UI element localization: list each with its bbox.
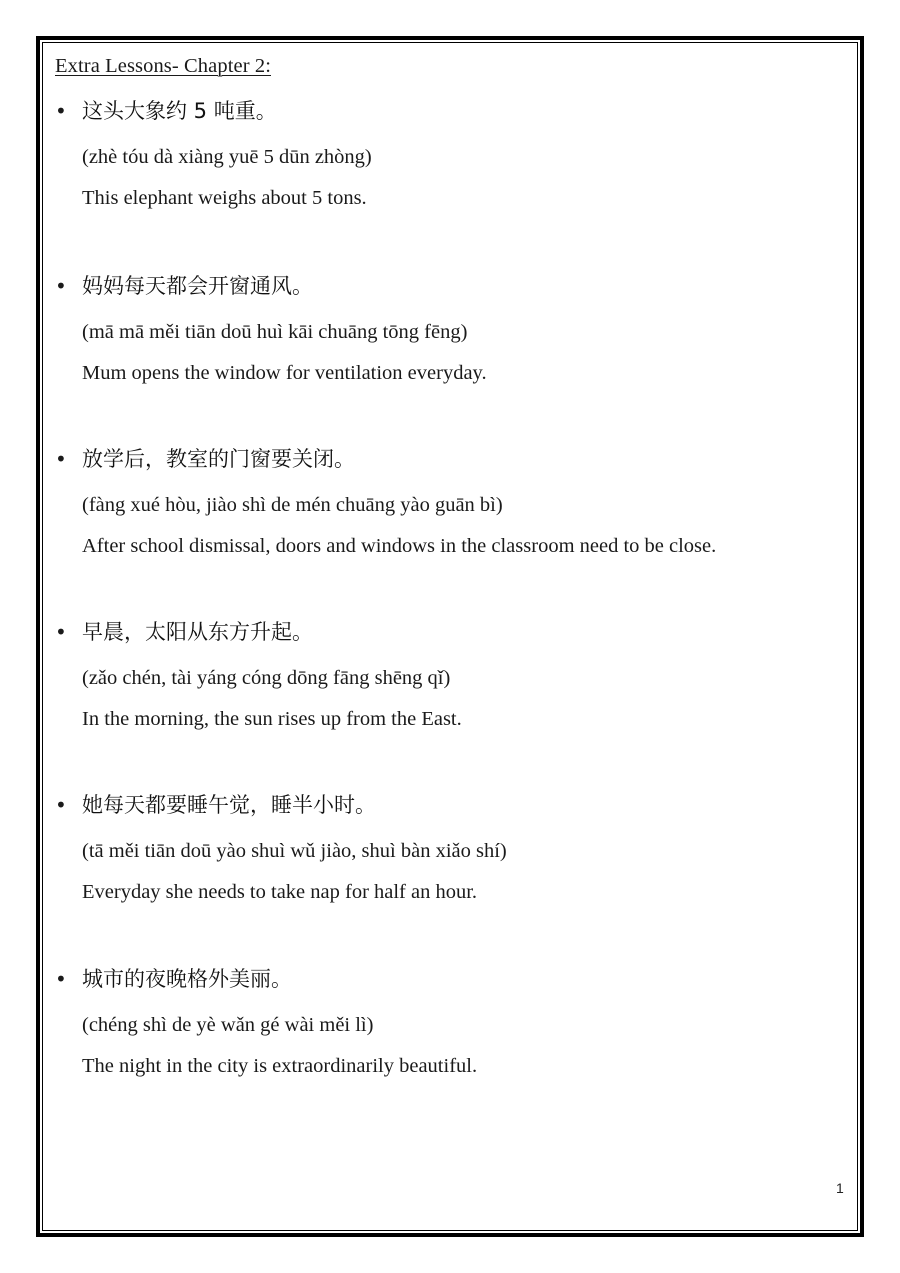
english-translation: The night in the city is extraordinarily beautiful. <box>82 1055 478 1077</box>
pinyin-line: (tā měi tiān doū yào shuì wǔ jiào, shuì bàn xiǎo shí) <box>82 840 507 862</box>
chinese-sentence: 早晨，太阳从东方升起。 <box>82 620 313 644</box>
bullet-icon: • <box>55 967 67 991</box>
chinese-sentence: 妈妈每天都会开窗通风。 <box>82 274 313 298</box>
bullet-icon: • <box>55 793 67 817</box>
chinese-sentence: 这头大象约 5 吨重。 <box>82 99 277 123</box>
english-translation: After school dismissal, doors and windows in the classroom need to be close. <box>82 535 717 557</box>
english-translation: Everyday she needs to take nap for half an hour. <box>82 881 478 903</box>
bullet-icon: • <box>55 620 67 644</box>
pinyin-line: (mā mā měi tiān doū huì kāi chuāng tōng fēng) <box>82 321 468 343</box>
pinyin-line: (zǎo chén, tài yáng cóng dōng fāng shēng qǐ) <box>82 667 451 689</box>
page-number: 1 <box>836 1180 844 1196</box>
english-translation: Mum opens the window for ventilation everyday. <box>82 362 487 384</box>
chinese-sentence: 她每天都要睡午觉，睡半小时。 <box>82 793 376 817</box>
english-translation: In the morning, the sun rises up from the East. <box>82 708 462 730</box>
pinyin-line: (zhè tóu dà xiàng yuē 5 dūn zhòng) <box>82 146 372 168</box>
chinese-sentence: 放学后，教室的门窗要关闭。 <box>82 447 355 471</box>
pinyin-line: (chéng shì de yè wǎn gé wài měi lì) <box>82 1014 374 1036</box>
page-title: Extra Lessons- Chapter 2: <box>55 55 271 77</box>
chinese-sentence: 城市的夜晚格外美丽。 <box>82 967 292 991</box>
bullet-icon: • <box>55 274 67 298</box>
bullet-icon: • <box>55 99 67 123</box>
pinyin-line: (fàng xué hòu, jiào shì de mén chuāng yào guān bì) <box>82 494 503 516</box>
bullet-icon: • <box>55 447 67 471</box>
english-translation: This elephant weighs about 5 tons. <box>82 187 367 209</box>
